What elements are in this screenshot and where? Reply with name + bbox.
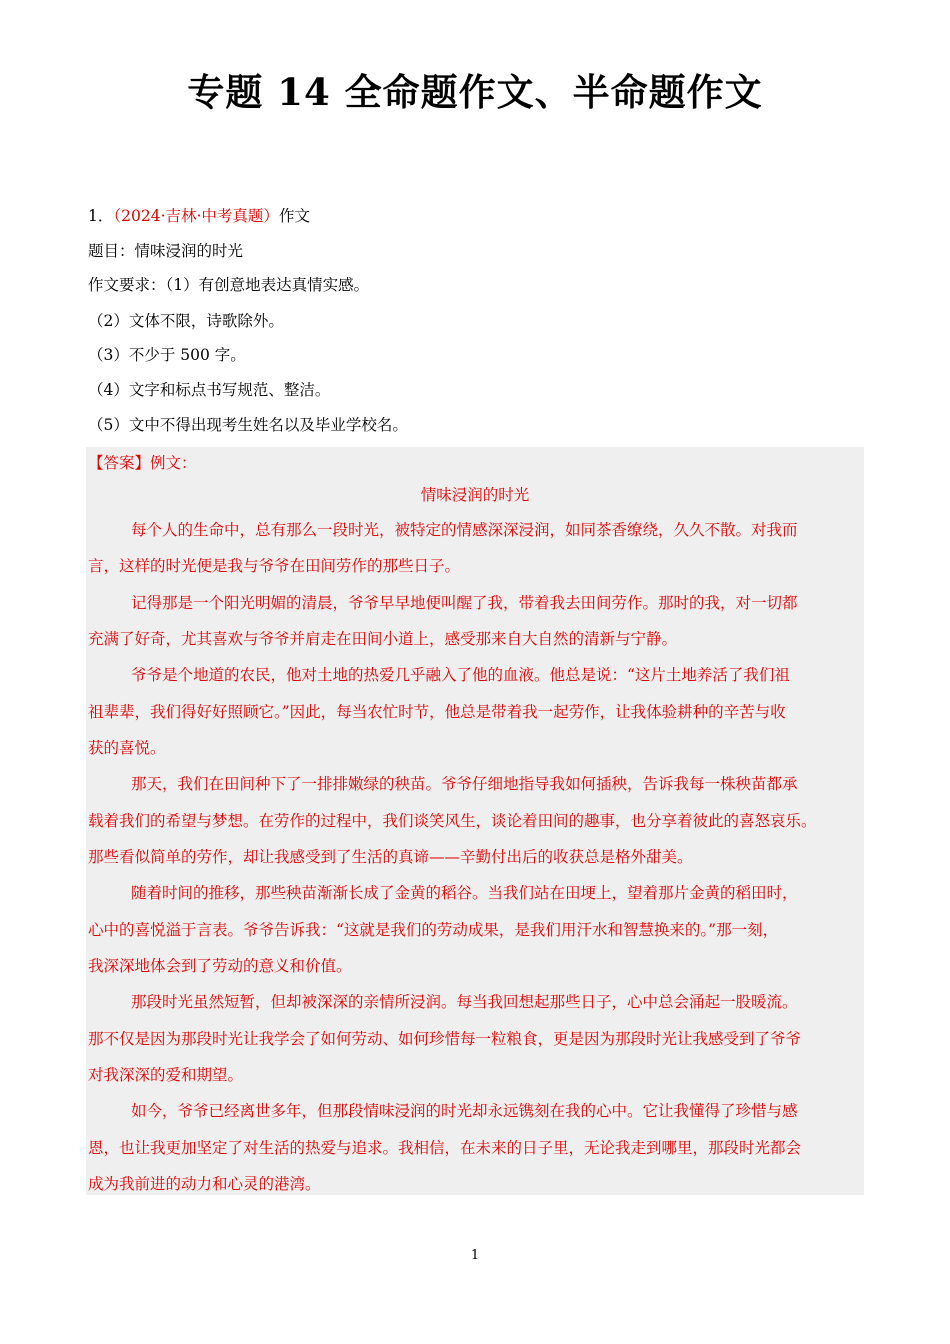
requirement-line: （5）文中不得出现考生姓名以及毕业学校名。	[88, 416, 408, 434]
page-number: 1	[470, 1248, 480, 1263]
requirement-line: 作文要求：（1）有创意地表达真情实感。	[88, 276, 370, 294]
question-type: 作文	[278, 207, 310, 225]
essay-line: 那不仅是因为那段时光让我学会了如何劳动、如何珍惜每一粒粮食，更是因为那段时光让我感受到了爷爷	[88, 1030, 802, 1048]
essay-line: 言，这样的时光便是我与爷爷在田间劳作的那些日子。	[88, 557, 461, 575]
requirement-line: （3）不少于 500 字。	[88, 346, 246, 364]
essay-line: 我深深地体会到了劳动的意义和价值。	[88, 957, 352, 975]
essay-line: 每个人的生命中，总有那么一段时光，被特定的情感深深浸润，如同茶香缭绕，久久不散。对我而	[131, 521, 798, 539]
essay-line: 心中的喜悦溢于言表。爷爷告诉我：“这就是我们的劳动成果，是我们用汗水和智慧换来的。”那一刻，	[88, 921, 779, 939]
essay-line: 载着我们的希望与梦想。在劳作的过程中，我们谈笑风生，谈论着田间的趣事，也分享着彼此的喜怒哀乐。	[88, 812, 817, 830]
essay-line: 那天，我们在田间种下了一排排嫩绿的秧苗。爷爷仔细地指导我如何插秧，告诉我每一株秧苗都承	[131, 775, 798, 793]
essay-line: 成为我前进的动力和心灵的港湾。	[88, 1175, 321, 1193]
question-source: （2024·吉林·中考真题）	[113, 207, 279, 225]
essay-line: 随着时间的推移，那些秧苗渐渐长成了金黄的稻谷。当我们站在田埂上，望着那片金黄的稻田时，	[131, 884, 798, 902]
essay-line: 如今，爷爷已经离世多年，但那段情味浸润的时光却永远镌刻在我的心中。它让我懂得了珍惜与感	[131, 1102, 798, 1120]
essay-line: 那些看似简单的劳作，却让我感受到了生活的真谛——辛勤付出后的收获总是格外甜美。	[88, 848, 693, 866]
page-title: 专题 14 全命题作文、半命题作文	[187, 70, 763, 114]
essay-line: 获的喜悦。	[88, 739, 166, 757]
essay-line: 记得那是一个阳光明媚的清晨，爷爷早早地便叫醒了我，带着我去田间劳作。那时的我，对一切都	[131, 594, 798, 612]
essay-line: 对我深深的爱和期望。	[88, 1066, 244, 1084]
answer-label: 【答案】例文：	[88, 454, 197, 472]
question-header	[88, 205, 310, 227]
question-number: 1．	[88, 207, 114, 225]
requirement-line: （2）文体不限，诗歌除外。	[88, 312, 284, 330]
essay-line: 那段时光虽然短暂，但却被深深的亲情所浸润。每当我回想起那些日子，心中总会涌起一股暖流。	[131, 993, 798, 1011]
essay-line: 恩，也让我更加坚定了对生活的热爱与追求。我相信，在未来的日子里，无论我走到哪里，那段时光都会	[88, 1139, 802, 1157]
requirement-line: （4）文字和标点书写规范、整洁。	[88, 381, 331, 399]
question-topic: 题目：情味浸润的时光	[88, 242, 244, 260]
answer-section	[86, 447, 864, 1195]
essay-line: 祖辈辈，我们得好好照顾它。”因此，每当农忙时节，他总是带着我一起劳作，让我体验耕种的辛苦与收	[88, 703, 786, 721]
essay-line: 充满了好奇，尤其喜欢与爷爷并肩走在田间小道上，感受那来自大自然的清新与宁静。	[88, 630, 678, 648]
essay-title: 情味浸润的时光	[420, 486, 530, 504]
essay-line: 爷爷是个地道的农民，他对土地的热爱几乎融入了他的血液。他总是说：“这片土地养活了我们祖	[131, 666, 790, 684]
